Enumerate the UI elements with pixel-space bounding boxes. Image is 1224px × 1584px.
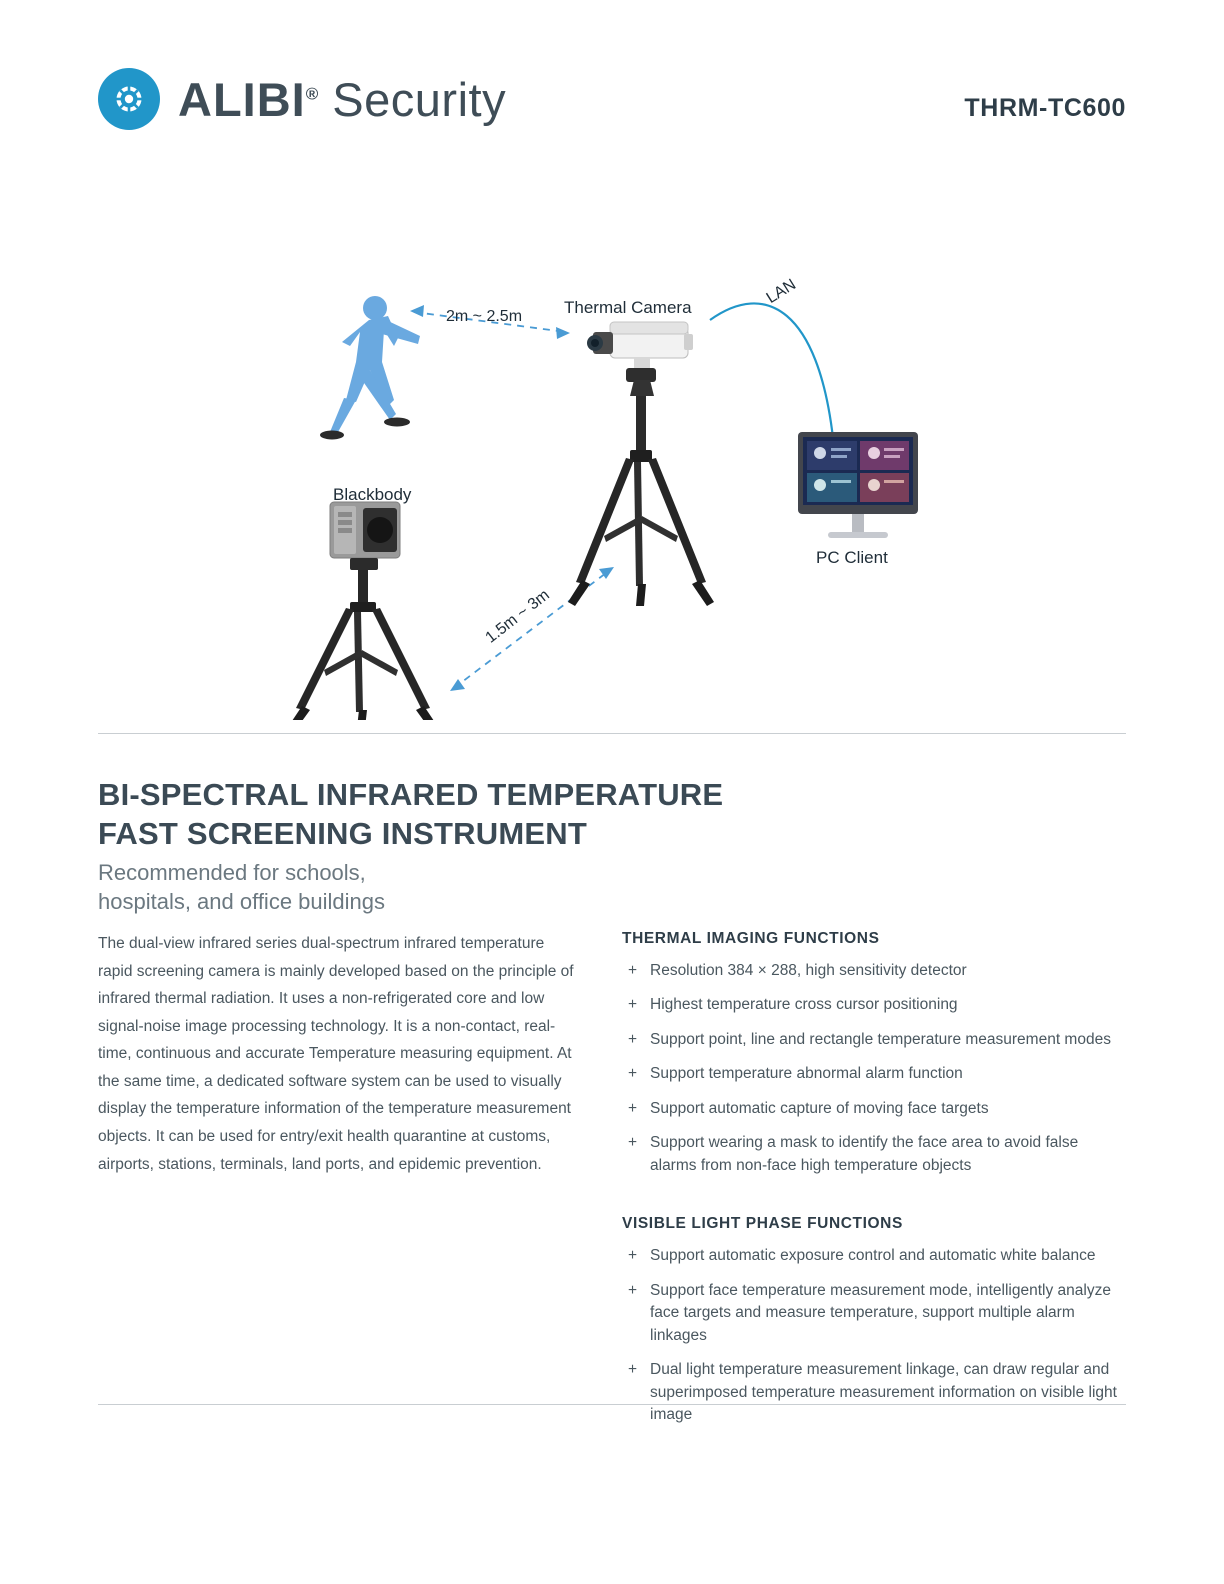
bullet-plus-icon: + xyxy=(628,996,638,1014)
bullet-plus-icon: + xyxy=(628,1134,638,1152)
feature-sections xyxy=(622,930,1122,1439)
blackbody-on-tripod-icon xyxy=(290,502,436,720)
bullet-plus-icon: + xyxy=(628,1247,638,1265)
page-subtitle xyxy=(98,858,658,916)
list-item xyxy=(622,1245,1122,1267)
diagram-label-thermal-camera: Thermal Camera xyxy=(564,298,692,317)
brand-name-primary: ALIBI xyxy=(178,72,306,126)
thermal-camera-on-tripod-icon xyxy=(568,322,714,606)
page-title xyxy=(98,776,898,854)
page-subtitle-line-1: Recommended for schools, xyxy=(98,860,366,885)
arrow-head-left xyxy=(410,305,424,317)
list-item-text: Support automatic exposure control and automatic white balance xyxy=(650,1247,1096,1265)
list-item xyxy=(622,1280,1122,1347)
bullet-plus-icon: + xyxy=(628,1099,638,1117)
brand-name-secondary: Security xyxy=(318,72,507,126)
arrow-head-bb-left xyxy=(450,679,465,691)
diagram-label-pc-client: PC Client xyxy=(816,548,888,567)
list-item-text: Support point, line and rectangle temperature measurement modes xyxy=(650,1030,1111,1048)
product-description: The dual-view infrared series dual-spectrum infrared temperature rapid screening camera is mainly developed based on the principle of infrared thermal radiation. It uses a non-refrigerated core and low signal-noise image processing technology. It is a non-contact, real-time, continuous and accurate Temperature measuring equipment. At the same time, a dedicated software system can be used to visually display the temperature information of the temperature measurement objects. It can be used for entry/exit health quarantine at customs, airports, stations, terminals, land ports, and epidemic prevention. xyxy=(98,935,574,1173)
bullet-plus-icon: + xyxy=(628,1030,638,1048)
bullet-plus-icon: + xyxy=(628,962,638,979)
alibi-circular-logo-icon xyxy=(98,68,160,130)
brand-name xyxy=(178,72,506,127)
model-number: THRM-TC600 xyxy=(964,94,1126,122)
system-diagram xyxy=(98,250,1126,720)
list-item-text: Support temperature abnormal alarm function xyxy=(650,1065,963,1083)
page-title-line-1: BI-SPECTRAL INFRARED TEMPERATURE xyxy=(98,777,724,812)
feature-list-visible-light xyxy=(622,1245,1122,1426)
diagram-label-lan: LAN xyxy=(763,276,799,308)
registered-mark: ® xyxy=(305,83,319,103)
lan-connection-line xyxy=(710,303,833,438)
list-item xyxy=(622,1029,1122,1051)
diagram-graphics xyxy=(98,250,1126,720)
list-item-text: Support automatic capture of moving face targets xyxy=(650,1099,989,1117)
bullet-plus-icon: + xyxy=(628,1065,638,1083)
list-item xyxy=(622,960,1122,982)
list-item xyxy=(622,1098,1122,1120)
brand-logo xyxy=(98,68,506,130)
feature-list-thermal-imaging xyxy=(622,960,1122,1177)
divider-bottom xyxy=(98,1404,1126,1405)
arrow-head-right xyxy=(556,327,570,339)
list-item-text: Support face temperature measurement mode, intelligently analyze face targets and measure temperature, support multiple alarm linkages xyxy=(650,1281,1111,1344)
list-item xyxy=(622,1063,1122,1085)
page-header xyxy=(98,68,1126,148)
section-heading-thermal-imaging: THERMAL IMAGING FUNCTIONS xyxy=(622,930,880,947)
page-subtitle-line-2: hospitals, and office buildings xyxy=(98,889,386,915)
diagram-label-distance-blackbody: 1.5m ~ 3m xyxy=(482,586,553,647)
diagram-label-distance-person: 2m ~ 2.5m xyxy=(446,308,523,325)
bullet-plus-icon: + xyxy=(628,1281,638,1299)
list-item xyxy=(622,1359,1122,1426)
list-item-text: Dual light temperature measurement linkage, can draw regular and superimposed temperature measurement information on visible light image xyxy=(650,1361,1117,1424)
list-item xyxy=(622,994,1122,1016)
bullet-plus-icon: + xyxy=(628,1361,638,1379)
list-item-text: Highest temperature cross cursor positioning xyxy=(650,996,958,1014)
list-item-text: Support wearing a mask to identify the face area to avoid false alarms from non-face high temperature objects xyxy=(650,1134,1079,1174)
walking-person-icon xyxy=(320,296,420,440)
section-heading-visible-light: VISIBLE LIGHT PHASE FUNCTIONS xyxy=(622,1215,903,1233)
page-title-line-2: FAST SCREENING INSTRUMENT xyxy=(98,815,587,851)
pc-monitor-icon xyxy=(798,432,918,538)
diagram-label-blackbody: Blackbody xyxy=(333,485,412,504)
divider-top xyxy=(98,733,1126,734)
list-item-text: Resolution 384 × 288, high sensitivity detector xyxy=(650,962,967,979)
list-item xyxy=(622,1132,1122,1177)
